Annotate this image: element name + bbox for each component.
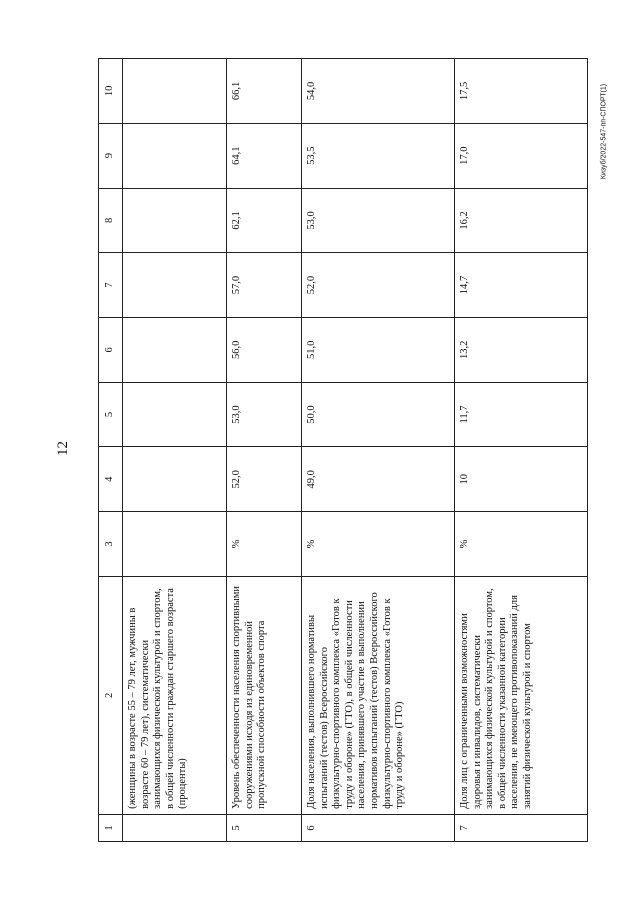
header-cell: 4	[99, 447, 123, 512]
value-cell: 11,7	[455, 382, 588, 447]
header-cell: 1	[99, 814, 123, 841]
table-sheet	[98, 58, 588, 842]
table-header-row	[99, 59, 123, 842]
value-cell: 51,0	[302, 317, 455, 382]
unit-cell: %	[302, 512, 455, 577]
value-cell: 49,0	[302, 447, 455, 512]
value-cell: 53,0	[227, 382, 302, 447]
value-cell	[123, 253, 227, 318]
indicators-table	[98, 58, 588, 842]
unit-cell: %	[227, 512, 302, 577]
value-cell: 17,0	[455, 123, 588, 188]
value-cell: 16,2	[455, 188, 588, 253]
table-row	[123, 59, 227, 842]
table-container	[98, 58, 588, 842]
value-cell: 17,5	[455, 59, 588, 124]
value-cell: 62,1	[227, 188, 302, 253]
header-cell: 3	[99, 512, 123, 577]
row-number	[123, 814, 227, 841]
value-cell	[123, 123, 227, 188]
value-cell: 13,2	[455, 317, 588, 382]
value-cell: 66,1	[227, 59, 302, 124]
header-cell: 5	[99, 382, 123, 447]
header-cell: 10	[99, 59, 123, 124]
row-number: 6	[302, 814, 455, 841]
document-code: Кизуб/2022-547-пп-СПОРТ(1)	[600, 83, 608, 180]
header-cell: 6	[99, 317, 123, 382]
value-cell	[123, 188, 227, 253]
page-number: 12	[55, 441, 71, 456]
table-row	[227, 59, 302, 842]
header-cell: 7	[99, 253, 123, 318]
indicator-name: Доля населения, выполнившего нормативы испытаний (тестов) Всероссийского физкультурно-спортивного комплекса «Готов к труду и обороне» (ГТО), в общей численности населения, принявшего участие в выполнении нормативов испытаний (тестов) Всероссийского физкультурно-спортивного комплекса «Готов к труду и обороне» (ГТО)	[302, 576, 455, 814]
value-cell	[123, 382, 227, 447]
unit-cell	[123, 512, 227, 577]
header-cell: 8	[99, 188, 123, 253]
value-cell	[123, 317, 227, 382]
value-cell: 53,5	[302, 123, 455, 188]
header-cell: 9	[99, 123, 123, 188]
value-cell: 53,0	[302, 188, 455, 253]
value-cell: 56,0	[227, 317, 302, 382]
row-number: 5	[227, 814, 302, 841]
value-cell: 50,0	[302, 382, 455, 447]
value-cell	[123, 59, 227, 124]
value-cell: 14,7	[455, 253, 588, 318]
table-row	[455, 59, 588, 842]
indicator-name: Доля лиц с ограниченными возможностями здоровья и инвалидов, систематически занимающихся физической культурой и спортом, в общей численности указанной категории населения, не имеющего противопоказаний для занятий физической культурой и спортом	[455, 576, 588, 814]
value-cell	[123, 447, 227, 512]
row-number: 7	[455, 814, 588, 841]
unit-cell: %	[455, 512, 588, 577]
value-cell: 52,0	[227, 447, 302, 512]
value-cell: 52,0	[302, 253, 455, 318]
indicator-name: Уровень обеспеченности населения спортивными сооружениями исходя из единовременной пропускной способности объектов спорта	[227, 576, 302, 814]
table-row	[302, 59, 455, 842]
indicator-name: (женщины в возрасте 55 – 79 лет, мужчины в возрасте 60 – 79 лет), систематически занимающихся физической культурой и спортом, в общей численности граждан старшего возраста (проценты)	[123, 576, 227, 814]
value-cell: 54,0	[302, 59, 455, 124]
value-cell: 64,1	[227, 123, 302, 188]
header-cell: 2	[99, 576, 123, 814]
value-cell: 57,0	[227, 253, 302, 318]
value-cell: 10	[455, 447, 588, 512]
